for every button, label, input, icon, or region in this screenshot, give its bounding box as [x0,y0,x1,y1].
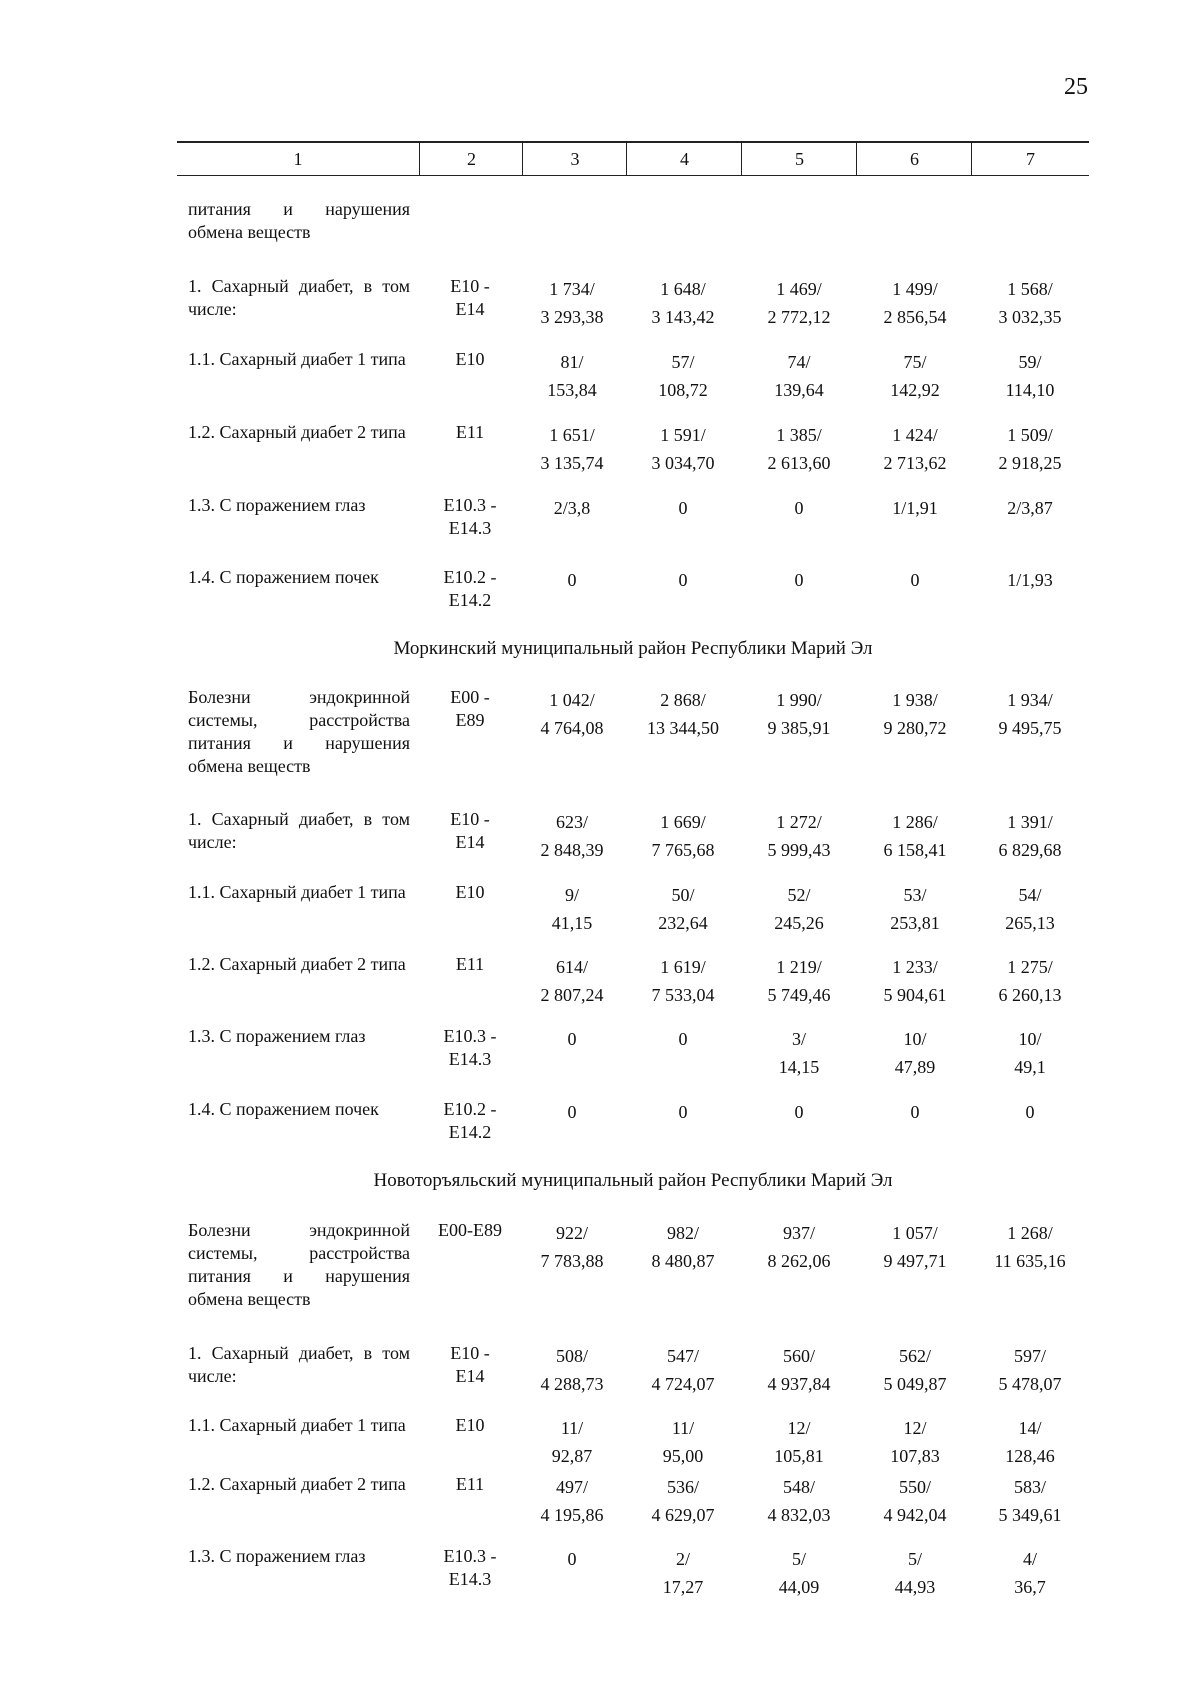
value-cell: 57/ 108,72 [658,352,708,400]
value-cell: 1 233/ 5 904,61 [883,957,947,1005]
row-name: 1. Сахарный диабет, в том числе: [188,1343,410,1386]
row-code: E10.2 - E14.2 [443,567,497,610]
value-cell: 0 [678,1102,688,1122]
row-code: E10 - E14 [450,1343,490,1386]
row-code: E10 - E14 [450,276,490,319]
value-cell: 1 268/ 11 635,16 [994,1223,1066,1271]
value-cell: 1 042/ 4 764,08 [540,690,604,738]
value-cell: 2/ 17,27 [662,1549,704,1597]
row-code: E10 [455,882,485,902]
value-cell: 583/ 5 349,61 [998,1477,1062,1525]
value-cell: 922/ 7 783,88 [540,1223,604,1271]
value-cell: 0 [794,1102,804,1122]
value-cell: 508/ 4 288,73 [540,1346,604,1394]
row-name: 1.2. Сахарный диабет 2 типа [188,422,406,442]
value-cell: 12/ 105,81 [774,1418,824,1466]
header-col-6: 6 [856,143,972,175]
section-heading: Новоторъяльский муниципальный район Республики Марий Эл [373,1170,893,1191]
row-name: питания и нарушения обмена веществ [188,199,410,242]
row-name: 1.4. С поражением почек [188,567,379,587]
value-cell: 50/ 232,64 [658,885,708,933]
value-cell: 14/ 128,46 [1005,1418,1055,1466]
value-cell: 0 [794,570,804,590]
value-cell: 0 [910,570,920,590]
value-cell: 1 568/ 3 032,35 [998,279,1062,327]
value-cell: 4/ 36,7 [1014,1549,1046,1597]
row-code: E11 [455,1474,485,1494]
row-code: E10 - E14 [450,809,490,852]
value-cell: 1 469/ 2 772,12 [767,279,831,327]
value-cell: 1 990/ 9 385,91 [767,690,831,738]
value-cell: 0 [794,498,804,518]
row-name: 1.3. С поражением глаз [188,1546,366,1566]
row-code: E10 [455,1415,485,1435]
value-cell: 497/ 4 195,86 [540,1477,604,1525]
value-cell: 11/ 92,87 [551,1418,593,1466]
row-name: Болезни эндокринной системы, расстройства питания и нарушения обмена веществ [188,1220,410,1309]
value-cell: 0 [567,1029,577,1049]
value-cell: 10/ 49,1 [1014,1029,1046,1077]
row-name: 1.1. Сахарный диабет 1 типа [188,349,406,369]
page-number: 25 [1064,74,1088,100]
row-code: E11 [455,954,485,974]
value-cell: 5/ 44,09 [778,1549,820,1597]
value-cell: 0 [1025,1102,1035,1122]
value-cell: 75/ 142,92 [890,352,940,400]
value-cell: 1 938/ 9 280,72 [883,690,947,738]
row-code: E00 - E89 [450,687,490,730]
value-cell: 550/ 4 942,04 [883,1477,947,1525]
value-cell: 3/ 14,15 [778,1029,820,1077]
header-col-4: 4 [626,143,742,175]
header-col-1: 1 [293,149,303,169]
value-cell: 9/ 41,15 [551,885,593,933]
value-cell: 12/ 107,83 [890,1418,940,1466]
value-cell: 1 734/ 3 293,38 [540,279,604,327]
value-cell: 0 [678,498,688,518]
value-cell: 81/ 153,84 [547,352,597,400]
row-name: 1. Сахарный диабет, в том числе: [188,276,410,319]
value-cell: 1 385/ 2 613,60 [767,425,831,473]
value-cell: 1 219/ 5 749,46 [767,957,831,1005]
value-cell: 1 272/ 5 999,43 [767,812,831,860]
value-cell: 59/ 114,10 [1005,352,1055,400]
value-cell: 1 648/ 3 143,42 [651,279,715,327]
row-name: 1.2. Сахарный диабет 2 типа [188,1474,406,1494]
section-heading: Моркинский муниципальный район Республики Марий Эл [393,638,873,659]
row-name: 1.3. С поражением глаз [188,495,366,515]
value-cell: 0 [678,570,688,590]
row-code: E10.3 - E14.3 [443,1546,497,1589]
row-name: 1.1. Сахарный диабет 1 типа [188,882,406,902]
header-col-7: 7 [971,143,1089,175]
value-cell: 536/ 4 629,07 [651,1477,715,1525]
row-code: E11 [455,422,485,442]
row-code: E00-E89 [438,1220,502,1240]
value-cell: 1 424/ 2 713,62 [883,425,947,473]
row-name: 1.2. Сахарный диабет 2 типа [188,954,406,974]
value-cell: 5/ 44,93 [894,1549,936,1597]
value-cell: 562/ 5 049,87 [883,1346,947,1394]
value-cell: 1 391/ 6 829,68 [998,812,1062,860]
value-cell: 548/ 4 832,03 [767,1477,831,1525]
value-cell: 547/ 4 724,07 [651,1346,715,1394]
value-cell: 1 509/ 2 918,25 [998,425,1062,473]
row-code: E10 [455,349,485,369]
value-cell: 1 651/ 3 135,74 [540,425,604,473]
value-cell: 0 [567,570,577,590]
value-cell: 1 619/ 7 533,04 [651,957,715,1005]
value-cell: 2/3,8 [553,498,591,518]
table-header [177,141,1089,176]
row-code: E10.3 - E14.3 [443,1026,497,1069]
value-cell: 1 057/ 9 497,71 [883,1223,947,1271]
row-code: E10.3 - E14.3 [443,495,497,538]
value-cell: 2/3,87 [1007,498,1053,518]
value-cell: 10/ 47,89 [894,1029,936,1077]
header-col-2: 2 [419,143,523,175]
header-col-3: 3 [522,143,627,175]
value-cell: 614/ 2 807,24 [540,957,604,1005]
value-cell: 1 499/ 2 856,54 [883,279,947,327]
value-cell: 1/1,93 [1007,570,1053,590]
value-cell: 1 591/ 3 034,70 [651,425,715,473]
row-name: 1.4. С поражением почек [188,1099,379,1119]
value-cell: 1/1,91 [892,498,938,518]
value-cell: 597/ 5 478,07 [998,1346,1062,1394]
value-cell: 937/ 8 262,06 [767,1223,831,1271]
value-cell: 54/ 265,13 [1005,885,1055,933]
value-cell: 2 868/ 13 344,50 [647,690,719,738]
value-cell: 1 286/ 6 158,41 [883,812,947,860]
value-cell: 0 [910,1102,920,1122]
value-cell: 1 275/ 6 260,13 [998,957,1062,1005]
value-cell: 74/ 139,64 [774,352,824,400]
header-col-5: 5 [741,143,857,175]
row-name: 1.1. Сахарный диабет 1 типа [188,1415,406,1435]
value-cell: 623/ 2 848,39 [540,812,604,860]
value-cell: 982/ 8 480,87 [651,1223,715,1271]
value-cell: 53/ 253,81 [890,885,940,933]
value-cell: 52/ 245,26 [774,885,824,933]
row-name: 1.3. С поражением глаз [188,1026,366,1046]
row-code: E10.2 - E14.2 [443,1099,497,1142]
value-cell: 1 669/ 7 765,68 [651,812,715,860]
row-name: 1. Сахарный диабет, в том числе: [188,809,410,852]
row-name: Болезни эндокринной системы, расстройства питания и нарушения обмена веществ [188,687,410,776]
value-cell: 1 934/ 9 495,75 [998,690,1062,738]
value-cell: 0 [567,1102,577,1122]
value-cell: 0 [678,1029,688,1049]
value-cell: 0 [567,1549,577,1569]
value-cell: 560/ 4 937,84 [767,1346,831,1394]
value-cell: 11/ 95,00 [662,1418,704,1466]
